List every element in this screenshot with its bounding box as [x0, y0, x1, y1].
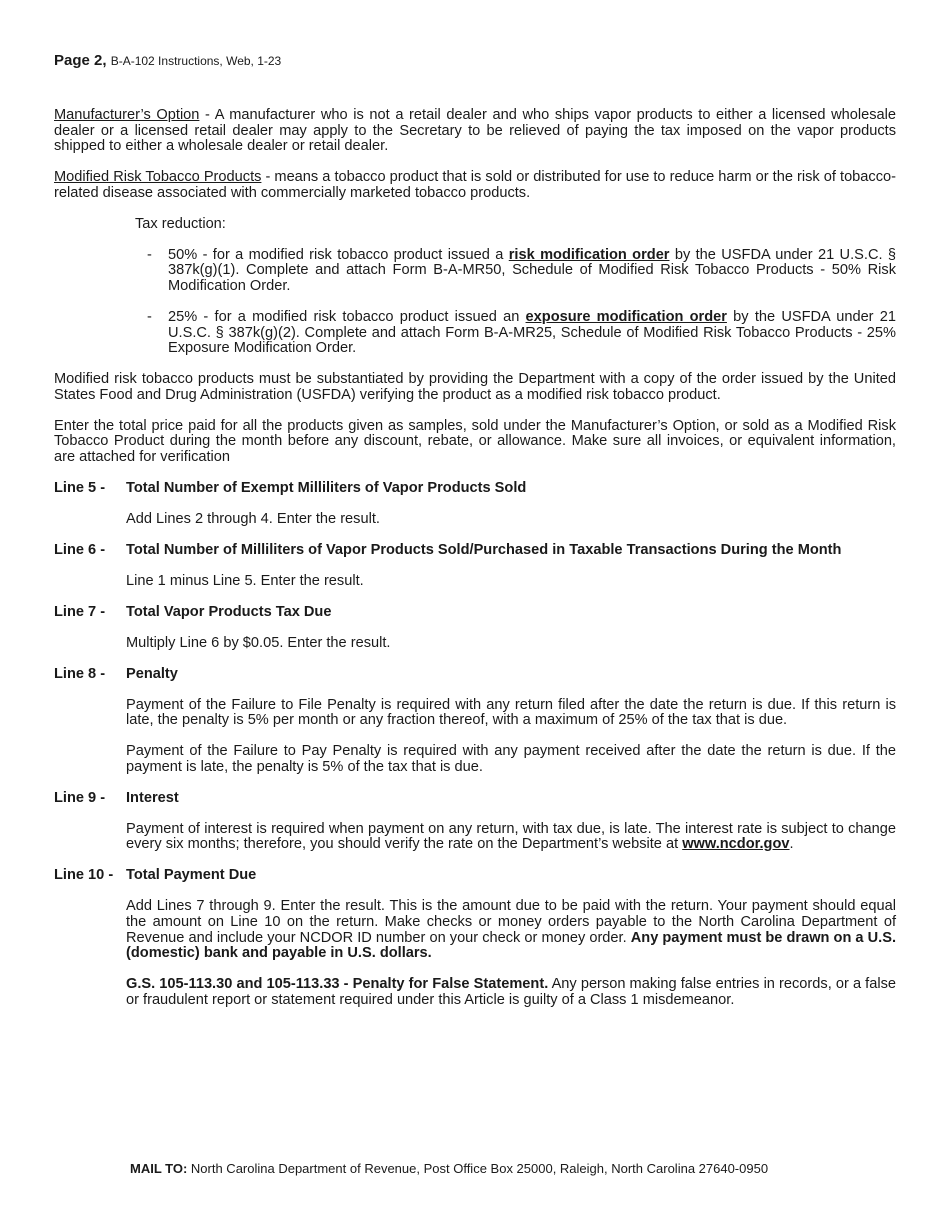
line-number: Line 7 -	[54, 603, 106, 620]
line-title: Penalty	[126, 665, 178, 682]
line-number: Line 6 -	[54, 541, 106, 558]
line-number: Line 9 -	[54, 789, 106, 806]
modified-risk-text: - means a tobacco product that is sold or distributed for use to reduce harm or the risk of tobacco-related disease associated with commercially marketed tobacco products.	[54, 169, 896, 201]
bullet-dash: -	[147, 308, 152, 325]
line-title: Total Number of Exempt Milliliters of Vapor Products Sold	[126, 479, 527, 496]
line8-body-pay-penalty: Payment of the Failure to Pay Penalty is required with any payment received after the date the return is due. If the payment is late, the penalty is 5% of the tax that is due.	[126, 743, 896, 775]
bullet-dash: -	[147, 246, 152, 263]
line6-heading	[54, 543, 896, 559]
modified-risk-paragraph	[54, 170, 896, 201]
manufacturers-option-paragraph	[54, 108, 896, 155]
false-statement-paragraph: G.S. 105-113.30 and 105-113.33 - Penalty for False Statement. Any person making false entries in records, or a false or fraudulent report or statement required under this Article is guilty of a Class 1 misdemeanor.	[126, 976, 896, 1008]
mail-to-text: North Carolina Department of Revenue, Post Office Box 25000, Raleigh, North Carolina 27640-0950	[187, 1161, 769, 1176]
substantiation-paragraph: Modified risk tobacco products must be substantiated by providing the Department with a copy of the order issued by the United States Food and Drug Administration (USFDA) verifying the product as a modified risk tobacco product.	[54, 371, 896, 403]
line10-heading	[54, 868, 896, 884]
line8-heading	[54, 667, 896, 683]
line10-body: Add Lines 7 through 9. Enter the result. This is the amount due to be paid with the return. Your payment should equal the amount on Line 10 on the return. Make checks or money orders payable to the North Carolina Department of Revenue and include your NCDOR ID number on your check or money order. Any payment must be drawn on a U.S. (domestic) bank and payable in U.S. dollars.	[126, 898, 897, 962]
line9-heading	[54, 791, 896, 807]
risk-modification-order-emphasis: risk modification order	[508, 246, 670, 263]
form-id: B-A-102 Instructions, Web, 1-23	[110, 54, 282, 68]
instructions-content	[54, 108, 896, 1024]
line5-body: Add Lines 2 through 4. Enter the result.	[126, 510, 380, 527]
line6-body: Line 1 minus Line 5. Enter the result.	[126, 572, 364, 589]
tax-reduction-label: Tax reduction:	[135, 215, 226, 232]
line8-body-file-penalty: Payment of the Failure to File Penalty is required with any return filed after the date the return is due. If this return is late, the penalty is 5% per month or any fraction thereof, with a maximum of 25% of the tax that is due.	[126, 696, 896, 729]
bullet-text: 50% - for a modified risk tobacco product issued a risk modification order by the USFDA under 21 U.S.C. § 387k(g)(1). Complete and attach Form B-A-MR50, Schedule of Modified Risk Tobacco Products - 50% Risk Modification Order.	[168, 246, 897, 294]
line7-body: Multiply Line 6 by $0.05. Enter the result.	[126, 634, 391, 651]
manufacturers-option-text: - A manufacturer who is not a retail dealer and who ships vapor products to either a licensed wholesale dealer or a licensed retail dealer may apply to the Secretary to be relieved of paying the tax imposed on the vapor products shipped to either a wholesale dealer or retail dealer.	[54, 107, 896, 155]
line-title: Total Payment Due	[126, 867, 257, 884]
page-number: Page 2,	[54, 52, 107, 69]
ncdor-website-link[interactable]: www.ncdor.gov	[682, 836, 790, 853]
line5-heading	[54, 481, 896, 497]
line-number: Line 8 -	[54, 665, 106, 682]
enter-total-paragraph: Enter the total price paid for all the products given as samples, sold under the Manufacturer’s Option, or sold as a Modified Risk Tobacco Product during the month before any discount, rebate, or allowance. Make sure all invoices, or equivalent information, are attached for verification	[54, 417, 896, 465]
mail-to-label: MAIL TO:	[130, 1161, 188, 1176]
line-title: Interest	[126, 789, 179, 806]
mail-to-address	[130, 1161, 768, 1177]
tax-reduction-section	[124, 217, 896, 357]
line9-body: Payment of interest is required when payment on any return, with tax due, is late. The interest rate is subject to change every six months; therefore, you should verify the rate on the Department’s website at www.ncdor.gov.	[126, 820, 896, 853]
exposure-modification-order-emphasis: exposure modification order	[525, 308, 727, 325]
line7-heading	[54, 605, 896, 621]
payment-requirement-note: Any payment must be drawn on a U.S. (domestic) bank and payable in U.S. dollars.	[126, 929, 897, 962]
line-number: Line 5 -	[54, 479, 106, 496]
manufacturers-option-term: Manufacturer’s Option	[54, 107, 200, 123]
line-number: Line 10 -	[54, 867, 114, 884]
tax-reduction-bullet-50	[147, 248, 896, 295]
bullet-text: 25% - for a modified risk tobacco product issued an exposure modification order by the USFDA under 21 U.S.C. § 387k(g)(2). Complete and attach Form B-A-MR25, Schedule of Modified Risk Tobacco Products - 25% Exposure Modification Order.	[168, 308, 896, 357]
line-title: Total Vapor Products Tax Due	[126, 603, 332, 620]
false-statement-statute: G.S. 105-113.30 and 105-113.33 - Penalty for False Statement.	[126, 976, 549, 993]
line-title: Total Number of Milliliters of Vapor Products Sold/Purchased in Taxable Transactions During the Month	[126, 541, 842, 558]
tax-reduction-bullet-25	[147, 310, 896, 357]
page-header	[54, 53, 281, 70]
modified-risk-term: Modified Risk Tobacco Products	[54, 169, 262, 186]
